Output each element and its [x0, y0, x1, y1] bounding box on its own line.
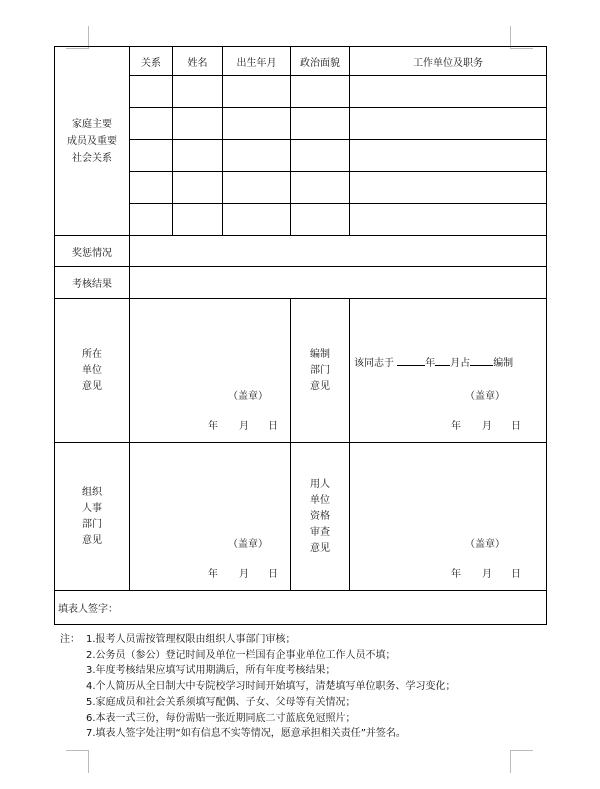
employer-seal: （盖章） — [465, 539, 505, 550]
family-cell[interactable] — [291, 172, 350, 204]
staffing-label-line: 意见 — [310, 380, 330, 392]
awards-label: 奖惩情况 — [55, 236, 130, 267]
family-cell[interactable] — [291, 140, 350, 172]
unit-label-line: 单位 — [82, 364, 102, 376]
employer-review-label — [291, 443, 350, 591]
unit-label-line: 意见 — [82, 380, 102, 392]
org-opinion-field[interactable] — [130, 443, 291, 591]
staffing-statement: 该同志于 年 月占 编制 — [354, 354, 513, 369]
month-blank[interactable] — [435, 355, 450, 366]
org-label-line: 组织 — [82, 486, 102, 498]
staffing-label-line: 部门 — [310, 364, 330, 376]
header-relation: 关系 — [130, 47, 173, 76]
staffing-date: 年 月 日 — [451, 421, 521, 432]
family-cell[interactable] — [350, 140, 547, 172]
employer-review-field[interactable] — [350, 443, 547, 591]
family-cell[interactable] — [130, 140, 173, 172]
employer-label-line: 单位 — [310, 494, 330, 506]
family-cell[interactable] — [350, 172, 547, 204]
staffing-seal: （盖章） — [465, 391, 505, 402]
family-cell[interactable] — [130, 108, 173, 140]
quota-blank[interactable] — [470, 355, 493, 366]
header-workplace-position: 工作单位及职务 — [350, 47, 547, 76]
org-seal: （盖章） — [228, 539, 268, 550]
family-cell[interactable] — [173, 172, 223, 204]
note-item: 4.个人简历从全日制大中专院校学习时间开始填写，清楚填写单位职务、学习变化； — [86, 681, 456, 693]
year-blank[interactable] — [397, 355, 425, 366]
org-opinion-label — [55, 443, 130, 591]
org-label-line: 人事 — [82, 502, 102, 514]
staffing-label-line: 编制 — [310, 348, 330, 360]
family-cell[interactable] — [291, 204, 350, 236]
staffing-opinion-label — [291, 299, 350, 443]
note-item: 6.本表一式三份，每份需贴一张近期同底二寸蓝底免冠照片； — [86, 712, 356, 724]
family-cell[interactable] — [223, 140, 291, 172]
note-item: 5.家庭成员和社会关系须填写配偶、子女、父母等有关情况； — [86, 696, 356, 708]
family-cell[interactable] — [223, 76, 291, 108]
family-cell[interactable] — [130, 76, 173, 108]
header-birth: 出生年月 — [223, 47, 291, 76]
notes-section — [60, 632, 540, 742]
unit-label-line: 所在 — [82, 348, 102, 360]
employer-label-line: 审查 — [310, 526, 330, 538]
org-label-line: 部门 — [82, 518, 102, 530]
note-item: 3.年度考核结果应填写试用期满后，所有年度考核结果； — [86, 665, 336, 677]
org-date: 年 月 日 — [208, 569, 278, 580]
employer-label-line: 资格 — [310, 510, 330, 522]
family-cell[interactable] — [130, 172, 173, 204]
signature-label: 填表人签字： — [58, 604, 118, 615]
notes-prefix: 注： — [60, 634, 80, 645]
evaluation-field[interactable] — [130, 267, 547, 299]
family-cell[interactable] — [350, 108, 547, 140]
header-political-status: 政治面貌 — [291, 47, 350, 76]
family-cell[interactable] — [173, 76, 223, 108]
note-item: 7.填表人签字处注明“如有信息不实等情况，愿意承担相关责任”并签名。 — [86, 728, 406, 740]
family-cell[interactable] — [291, 108, 350, 140]
evaluation-label: 考核结果 — [55, 267, 130, 299]
family-cell[interactable] — [350, 204, 547, 236]
crop-mark-bottom-left — [66, 750, 89, 773]
family-cell[interactable] — [223, 172, 291, 204]
crop-mark-bottom-right — [510, 750, 533, 773]
employer-date: 年 月 日 — [451, 569, 521, 580]
family-cell[interactable] — [291, 76, 350, 108]
family-cell[interactable] — [173, 108, 223, 140]
unit-opinion-field[interactable] — [130, 299, 291, 443]
employer-label-line: 用人 — [310, 478, 330, 490]
unit-opinion-label — [55, 299, 130, 443]
org-label-line: 意见 — [82, 534, 102, 546]
header-name: 姓名 — [173, 47, 223, 76]
note-item: 注： 1.报考人员需按管理权限由组织人事部门审核； — [60, 632, 540, 648]
registration-form-table — [54, 46, 547, 625]
unit-date: 年 月 日 — [208, 421, 278, 432]
family-cell[interactable] — [223, 204, 291, 236]
employer-label-line: 意见 — [310, 542, 330, 554]
family-cell[interactable] — [173, 204, 223, 236]
unit-seal: （盖章） — [228, 391, 268, 402]
family-cell[interactable] — [223, 108, 291, 140]
note-item: 2.公务员（参公）登记时间及单位一栏国有企事业单位工作人员不填； — [86, 649, 396, 661]
staffing-opinion-field[interactable] — [350, 299, 547, 443]
signature-field[interactable] — [55, 591, 547, 625]
family-label-line-3: 社会关系 — [72, 152, 112, 164]
family-section-label — [55, 47, 130, 236]
family-cell[interactable] — [173, 140, 223, 172]
family-label-line-1: 家庭主要 — [72, 118, 112, 130]
family-cell[interactable] — [350, 76, 547, 108]
awards-field[interactable] — [130, 236, 547, 267]
family-label-line-2: 成员及重要 — [67, 135, 117, 147]
family-cell[interactable] — [130, 204, 173, 236]
